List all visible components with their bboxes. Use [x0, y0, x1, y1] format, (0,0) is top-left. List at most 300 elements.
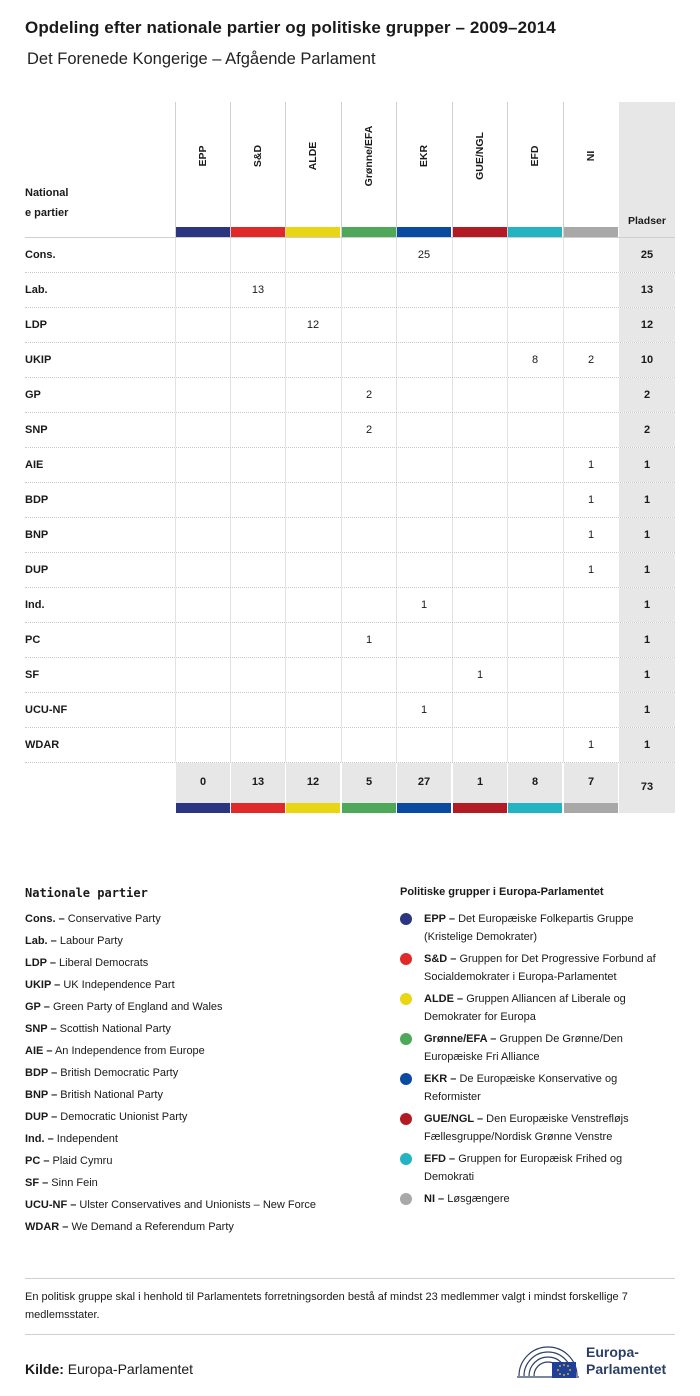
seat-cell	[452, 343, 507, 377]
seat-cell	[452, 728, 507, 762]
party-abbr: Ind. –	[25, 1133, 54, 1145]
party-name: DUP	[25, 564, 49, 576]
table-body	[25, 237, 675, 763]
legend-group-item	[400, 1110, 675, 1146]
party-name: Ind.	[25, 599, 45, 611]
party-full-name: Conservative Party	[67, 913, 161, 925]
group-abbr: Grønne/EFA –	[424, 1033, 497, 1045]
group-color-dot-icon	[400, 1113, 412, 1125]
seat-cell	[285, 623, 340, 657]
party-full-name: Scottish National Party	[59, 1023, 171, 1035]
seat-cell	[396, 308, 451, 342]
seat-cell: 1	[563, 553, 618, 587]
seat-cell	[230, 693, 285, 727]
column-total-value: 8	[531, 776, 539, 788]
logo-text: Europa- Parlamentet	[586, 1344, 667, 1377]
group-name: ALDE	[307, 141, 319, 171]
group-abbr: ALDE –	[424, 993, 464, 1005]
seat-cell	[507, 413, 562, 447]
party-name: Lab.	[25, 284, 48, 296]
group-color-bar	[176, 227, 230, 237]
group-name: EKR	[418, 144, 430, 168]
column-total	[507, 763, 562, 803]
group-color-bar	[342, 227, 396, 237]
group-name: NI	[585, 150, 597, 162]
page-title: Opdeling efter nationale partier og politiske grupper – 2009–2014	[25, 18, 556, 37]
party-abbr: WDAR –	[25, 1221, 69, 1233]
group-color-dot-icon	[400, 1153, 412, 1165]
seat-cell	[230, 238, 285, 272]
seat-cell: 1	[563, 483, 618, 517]
source-value: Europa-Parlamentet	[67, 1361, 194, 1377]
party-abbr: UKIP –	[25, 979, 61, 991]
row-total: 1	[619, 658, 675, 692]
seat-cell	[285, 553, 340, 587]
political-groups-legend	[400, 886, 675, 1212]
party-name: UKIP	[25, 354, 52, 366]
footnote: En politisk gruppe skal i henhold til Parlamentets forretningsorden bestå af mindst 23 medlemmer valgt i mindst forskellige 7 medlemsstater.	[25, 1278, 675, 1335]
seat-cell	[507, 483, 562, 517]
column-total	[563, 763, 618, 803]
party-name: BDP	[25, 494, 49, 506]
column-total-value: 5	[365, 776, 373, 788]
seat-cell	[285, 728, 340, 762]
seat-cell	[175, 273, 230, 307]
seat-cell	[507, 623, 562, 657]
column-total	[396, 763, 451, 803]
seat-cell	[175, 413, 230, 447]
group-color-bar	[286, 803, 340, 813]
group-color-dot-icon	[400, 1073, 412, 1085]
seat-cell	[175, 728, 230, 762]
group-full-name: Gruppen Alliancen af Liberale og Demokrater for Europa	[424, 993, 626, 1023]
table-row	[25, 622, 675, 657]
seat-cell	[175, 588, 230, 622]
seat-cell	[230, 413, 285, 447]
party-abbr: PC –	[25, 1155, 50, 1167]
seat-cell	[285, 238, 340, 272]
column-total	[285, 763, 340, 803]
column-total	[341, 763, 396, 803]
seat-cell	[452, 448, 507, 482]
column-total	[452, 763, 507, 803]
party-name: SF	[25, 669, 40, 681]
seat-cell: 1	[563, 728, 618, 762]
group-abbr: GUE/NGL –	[424, 1113, 484, 1125]
table-row	[25, 447, 675, 482]
seat-cell	[341, 238, 396, 272]
group-color-bar	[508, 803, 562, 813]
group-column-header	[285, 102, 340, 237]
seat-cell	[175, 238, 230, 272]
seat-cell	[175, 553, 230, 587]
row-total: 12	[619, 308, 675, 342]
party-abbr: Lab. –	[25, 935, 57, 947]
seat-cell	[507, 518, 562, 552]
group-color-bar	[231, 803, 285, 813]
seat-cell	[341, 448, 396, 482]
seat-cell	[285, 378, 340, 412]
seat-cell: 2	[563, 343, 618, 377]
seats-label: Pladser	[628, 215, 666, 227]
seat-cell	[285, 448, 340, 482]
seat-cell	[230, 658, 285, 692]
group-abbr: S&D –	[424, 953, 457, 965]
table-row	[25, 517, 675, 552]
column-total-value: 12	[306, 776, 320, 788]
party-name: LDP	[25, 319, 47, 331]
legend-party-item	[25, 974, 385, 996]
row-header-line: e partier	[25, 207, 69, 219]
group-color-bar	[231, 227, 285, 237]
seat-cell	[341, 658, 396, 692]
seat-cell: 1	[563, 518, 618, 552]
party-abbr: Cons. –	[25, 913, 65, 925]
seat-cell	[175, 693, 230, 727]
seat-cell	[507, 308, 562, 342]
seat-cell	[396, 553, 451, 587]
seat-cell	[396, 448, 451, 482]
seat-cell	[341, 588, 396, 622]
seat-cell: 12	[285, 308, 340, 342]
seat-cell	[563, 413, 618, 447]
party-name: PC	[25, 634, 41, 646]
seat-cell	[285, 693, 340, 727]
table-row	[25, 342, 675, 377]
seat-cell	[341, 693, 396, 727]
seat-cell: 1	[452, 658, 507, 692]
table-row	[25, 307, 675, 342]
group-color-dot-icon	[400, 1193, 412, 1205]
legend-party-item	[25, 1018, 385, 1040]
seat-cell	[452, 308, 507, 342]
seat-cell	[285, 273, 340, 307]
seat-cell	[507, 378, 562, 412]
seat-cell	[507, 553, 562, 587]
group-abbr: EKR –	[424, 1073, 457, 1085]
seat-cell	[563, 273, 618, 307]
group-abbr: EFD –	[424, 1153, 456, 1165]
seat-cell	[175, 448, 230, 482]
group-column-header	[175, 102, 230, 237]
seat-cell	[563, 378, 618, 412]
group-color-bar	[342, 803, 396, 813]
group-column-header	[396, 102, 451, 237]
legend-party-item	[25, 1084, 385, 1106]
party-name: UCU-NF	[25, 704, 68, 716]
seat-cell	[175, 623, 230, 657]
seat-cell	[563, 308, 618, 342]
seat-cell	[396, 623, 451, 657]
party-abbr: LDP –	[25, 957, 56, 969]
group-color-bar	[564, 227, 618, 237]
column-total-value: 13	[251, 776, 265, 788]
seat-cell: 25	[396, 238, 451, 272]
group-column-header	[230, 102, 285, 237]
group-name: GUE/NGL	[474, 132, 486, 180]
group-color-bar	[397, 227, 451, 237]
legend-group-item	[400, 1070, 675, 1106]
seat-cell	[507, 728, 562, 762]
party-full-name: Liberal Democrats	[59, 957, 149, 969]
seat-cell	[341, 553, 396, 587]
column-total-value: 0	[199, 776, 207, 788]
seat-cell	[563, 623, 618, 657]
row-total: 10	[619, 343, 675, 377]
seat-cell	[285, 588, 340, 622]
legend-party-item	[25, 1194, 385, 1216]
seat-cell	[563, 238, 618, 272]
seat-cell: 2	[341, 413, 396, 447]
group-color-bar	[453, 803, 507, 813]
seat-cell	[396, 343, 451, 377]
seat-cell	[507, 693, 562, 727]
seat-cell	[396, 728, 451, 762]
seat-cell	[396, 378, 451, 412]
seat-cell	[341, 518, 396, 552]
seat-cell	[230, 378, 285, 412]
table-row	[25, 482, 675, 517]
seat-cell	[452, 378, 507, 412]
table-row	[25, 657, 675, 692]
parliament-hemicycle-icon	[515, 1342, 581, 1380]
table-row	[25, 587, 675, 622]
legend-group-item	[400, 1030, 675, 1066]
group-color-bar	[453, 227, 507, 237]
source-label: Kilde:	[25, 1361, 64, 1377]
row-total: 13	[619, 273, 675, 307]
table-row	[25, 727, 675, 762]
group-color-bar	[564, 803, 618, 813]
party-abbr: SNP –	[25, 1023, 57, 1035]
party-full-name: Ulster Conservatives and Unionists – New Force	[79, 1199, 316, 1211]
seat-cell	[285, 518, 340, 552]
seat-cell: 1	[563, 448, 618, 482]
group-name: S&D	[252, 144, 264, 168]
seat-cell	[563, 588, 618, 622]
seat-cell	[396, 518, 451, 552]
legend-party-item	[25, 908, 385, 930]
row-header-line: National	[25, 187, 69, 199]
seat-cell	[175, 658, 230, 692]
table-row	[25, 272, 675, 307]
row-total: 1	[619, 553, 675, 587]
party-abbr: BDP –	[25, 1067, 58, 1079]
party-name: AIE	[25, 459, 44, 471]
seat-cell	[175, 308, 230, 342]
seat-cell: 2	[341, 378, 396, 412]
group-color-bar	[286, 227, 340, 237]
seat-cell	[285, 483, 340, 517]
party-full-name: Plaid Cymru	[52, 1155, 113, 1167]
grand-total: 73	[619, 763, 675, 813]
seat-cell	[452, 413, 507, 447]
column-total-value: 7	[587, 776, 595, 788]
seats-column-header	[619, 102, 675, 237]
legend-group-item	[400, 990, 675, 1026]
seat-cell	[396, 483, 451, 517]
seat-cell	[230, 483, 285, 517]
group-full-name: Det Europæiske Folkepartis Gruppe (Kristelige Demokrater)	[424, 913, 634, 943]
group-name: EPP	[197, 145, 209, 167]
column-total	[175, 763, 230, 803]
row-total: 2	[619, 378, 675, 412]
page-subtitle: Det Forenede Kongerige – Afgående Parlament	[27, 50, 376, 68]
group-column-header	[563, 102, 618, 237]
row-total: 1	[619, 728, 675, 762]
row-total: 25	[619, 238, 675, 272]
row-total: 1	[619, 588, 675, 622]
seats-table	[25, 102, 675, 813]
seat-cell	[507, 448, 562, 482]
party-full-name: Green Party of England and Wales	[52, 1001, 223, 1013]
party-full-name: Independent	[56, 1133, 118, 1145]
seat-cell	[175, 343, 230, 377]
party-abbr: UCU-NF –	[25, 1199, 77, 1211]
table-row	[25, 552, 675, 587]
seat-cell	[452, 623, 507, 657]
seat-cell	[341, 273, 396, 307]
table-row	[25, 412, 675, 447]
row-header-label	[25, 183, 68, 223]
column-total-value: 27	[417, 776, 431, 788]
legend-party-item	[25, 952, 385, 974]
legend-party-item	[25, 1216, 385, 1238]
legend-heading: Nationale partier	[25, 886, 148, 900]
party-name: SNP	[25, 424, 48, 436]
row-total: 1	[619, 623, 675, 657]
legend-heading: Politiske grupper i Europa-Parlamentet	[400, 886, 604, 898]
group-full-name: Løsgængere	[447, 1193, 510, 1205]
seat-cell	[285, 343, 340, 377]
seat-cell	[341, 728, 396, 762]
row-total: 1	[619, 483, 675, 517]
group-full-name: Gruppen De Grønne/Den Europæiske Fri Alliance	[424, 1033, 623, 1063]
party-name: BNP	[25, 529, 49, 541]
party-full-name: British Democratic Party	[60, 1067, 179, 1079]
group-name: EFD	[529, 145, 541, 167]
seat-cell	[285, 413, 340, 447]
legend-party-item	[25, 1128, 385, 1150]
seat-cell	[507, 273, 562, 307]
seat-cell	[396, 658, 451, 692]
seat-cell	[563, 693, 618, 727]
seat-cell	[341, 343, 396, 377]
seat-cell: 1	[341, 623, 396, 657]
seat-cell	[230, 448, 285, 482]
seat-cell	[396, 273, 451, 307]
source	[25, 1361, 193, 1377]
seat-cell	[452, 238, 507, 272]
party-full-name: We Demand a Referendum Party	[71, 1221, 234, 1233]
group-color-dot-icon	[400, 993, 412, 1005]
seat-cell	[230, 553, 285, 587]
seat-cell	[230, 308, 285, 342]
legend-party-item	[25, 1172, 385, 1194]
party-name: WDAR	[25, 739, 60, 751]
group-color-bar	[508, 227, 562, 237]
group-full-name: Gruppen for Europæisk Frihed og Demokrati	[424, 1153, 623, 1183]
group-color-bar	[397, 803, 451, 813]
seat-cell	[507, 658, 562, 692]
totals-row	[25, 763, 675, 813]
table-header	[25, 102, 675, 237]
group-column-header	[452, 102, 507, 237]
party-full-name: UK Independence Part	[63, 979, 175, 991]
party-name: Cons.	[25, 249, 56, 261]
party-abbr: AIE –	[25, 1045, 53, 1057]
group-color-bar	[176, 803, 230, 813]
ep-logo	[515, 1342, 680, 1382]
seat-cell: 1	[396, 693, 451, 727]
group-color-dot-icon	[400, 953, 412, 965]
legend-party-item	[25, 996, 385, 1018]
legend-party-item	[25, 1150, 385, 1172]
party-full-name: Sinn Fein	[51, 1177, 98, 1189]
group-column-header	[507, 102, 562, 237]
legend-group-item	[400, 950, 675, 986]
table-row	[25, 237, 675, 272]
national-parties-legend	[25, 886, 385, 1238]
seat-cell	[230, 343, 285, 377]
party-name: GP	[25, 389, 41, 401]
party-abbr: BNP –	[25, 1089, 58, 1101]
group-full-name: Gruppen for Det Progressive Forbund af Socialdemokrater i Europa-Parlamentet	[424, 953, 656, 983]
party-full-name: British National Party	[60, 1089, 163, 1101]
seat-cell	[175, 378, 230, 412]
party-full-name: Democratic Unionist Party	[60, 1111, 188, 1123]
group-color-dot-icon	[400, 913, 412, 925]
legend-party-item	[25, 1062, 385, 1084]
seat-cell	[230, 623, 285, 657]
party-full-name: An Independence from Europe	[54, 1045, 205, 1057]
seat-cell	[452, 483, 507, 517]
legend-group-item	[400, 1150, 675, 1186]
row-total: 1	[619, 518, 675, 552]
group-full-name: Den Europæiske Venstrefløjs Fællesgruppe/Nordisk Grønne Venstre	[424, 1113, 629, 1143]
column-total	[230, 763, 285, 803]
legend-group-item	[400, 1190, 675, 1208]
legend-party-item	[25, 1040, 385, 1062]
party-full-name: Labour Party	[59, 935, 123, 947]
legend-party-item	[25, 930, 385, 952]
seat-cell	[341, 308, 396, 342]
seat-cell	[396, 413, 451, 447]
seat-cell: 13	[230, 273, 285, 307]
row-total: 1	[619, 448, 675, 482]
group-name: Grønne/EFA	[363, 125, 375, 187]
seat-cell	[452, 518, 507, 552]
seat-cell	[285, 658, 340, 692]
seat-cell	[175, 518, 230, 552]
seat-cell	[230, 728, 285, 762]
seat-cell	[563, 658, 618, 692]
seat-cell	[452, 693, 507, 727]
group-abbr: NI –	[424, 1193, 445, 1205]
seat-cell	[230, 588, 285, 622]
seat-cell	[341, 483, 396, 517]
seat-cell: 1	[396, 588, 451, 622]
seat-cell	[175, 483, 230, 517]
seat-cell: 8	[507, 343, 562, 377]
group-full-name: De Europæiske Konservative og Reformister	[424, 1073, 618, 1103]
party-abbr: SF –	[25, 1177, 49, 1189]
legend-party-item	[25, 1106, 385, 1128]
seat-cell	[507, 238, 562, 272]
seat-cell	[452, 273, 507, 307]
seat-cell	[452, 588, 507, 622]
row-total: 1	[619, 693, 675, 727]
